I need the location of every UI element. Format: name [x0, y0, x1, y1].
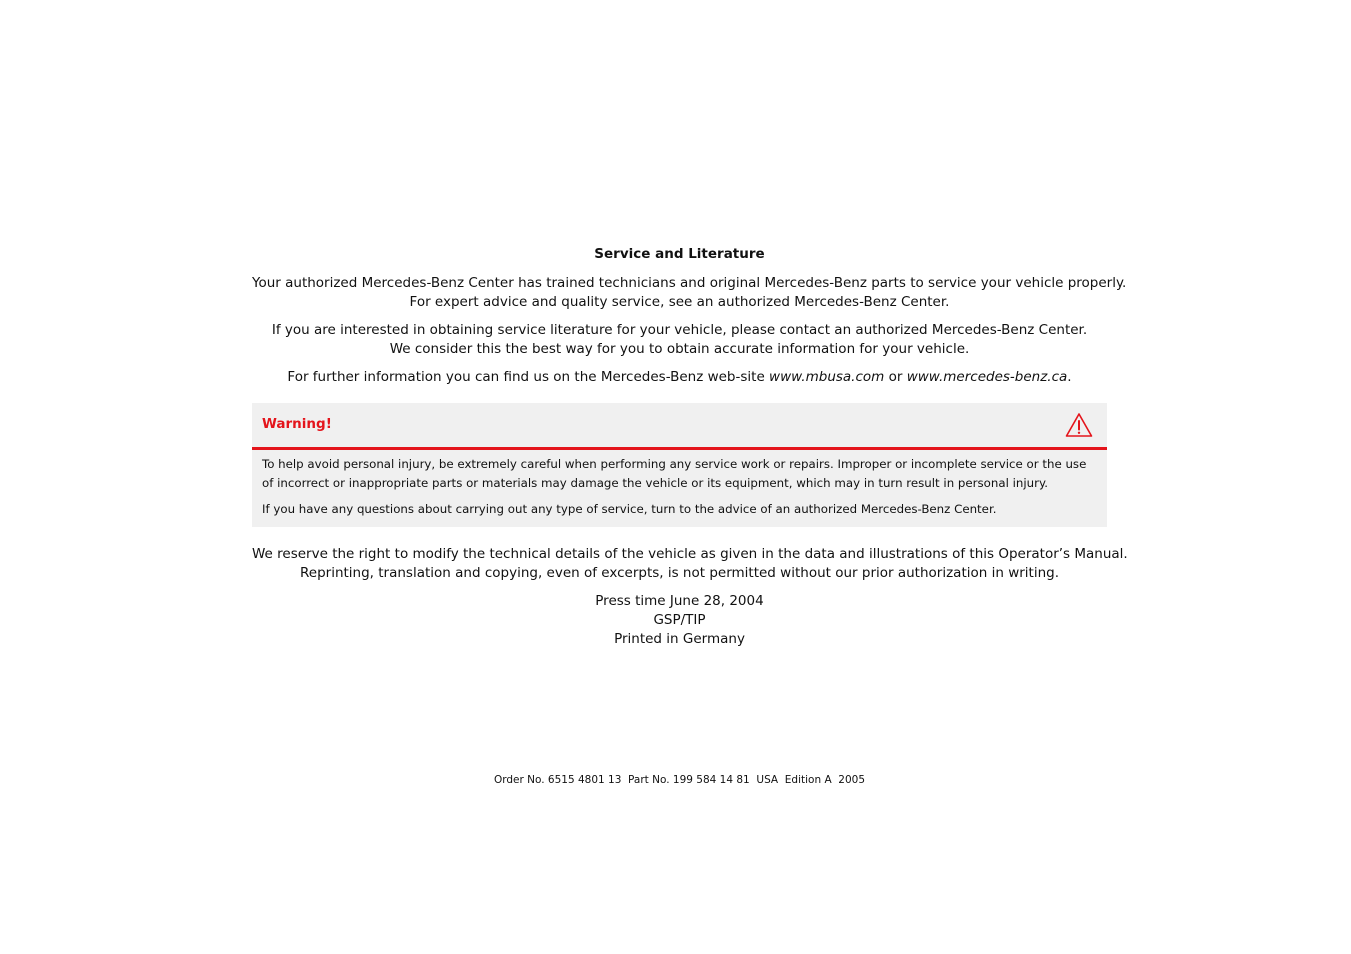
warning-box	[252, 403, 1107, 527]
printed-in: Printed in Germany	[614, 631, 745, 647]
press-code: GSP/TIP	[653, 612, 706, 628]
literature-line-2: We consider this the best way for you to obtain accurate information for your vehicle.	[389, 341, 970, 357]
literature-paragraph	[252, 321, 1107, 359]
order-number-line: Order No. 6515 4801 13 Part No. 199 584 14 81 USA Edition A 2005	[493, 774, 866, 786]
service-line-2: For expert advice and quality service, see an authorized Mercedes-Benz Center.	[409, 294, 950, 310]
reserve-line-2: Reprinting, translation and copying, even of excerpts, is not permitted without our prior authorization in writing.	[300, 565, 1059, 581]
website-ca-link: www.mercedes-benz.ca	[906, 369, 1068, 385]
reserve-paragraph	[252, 545, 1128, 583]
section-heading: Service and Literature	[594, 246, 765, 262]
press-info	[252, 592, 1107, 649]
web-paragraph	[252, 368, 1107, 387]
warning-body	[252, 450, 1107, 527]
website-us-link: www.mbusa.com	[769, 369, 885, 385]
warning-paragraph-1: To help avoid personal injury, be extremely careful when performing any service work or repairs. Improper or incomplete service or the use of incorrect or inappropriate parts or materials may damage the vehicle or its equipment, which may in turn result in personal injury.	[262, 457, 1087, 490]
reserve-line-1: We reserve the right to modify the technical details of the vehicle as given in the data and illustrations of this Operator’s Manual.	[252, 546, 1128, 562]
page-content	[252, 244, 1128, 658]
warning-triangle-icon	[1065, 412, 1093, 438]
web-suffix: .	[1067, 369, 1072, 385]
web-or: or	[884, 369, 907, 385]
service-line-1: Your authorized Mercedes-Benz Center has trained technicians and original Mercedes-Benz parts to service your vehicle properly.	[252, 275, 1127, 291]
literature-line-1: If you are interested in obtaining service literature for your vehicle, please contact an authorized Mercedes-Benz Center.	[271, 322, 1088, 338]
warning-paragraph-2: If you have any questions about carrying out any type of service, turn to the advice of an authorized Mercedes-Benz Center.	[262, 502, 997, 516]
press-time: Press time June 28, 2004	[595, 593, 764, 609]
service-paragraph	[252, 274, 1127, 312]
web-prefix: For further information you can find us on the Mercedes-Benz web-site	[287, 369, 770, 385]
warning-title: Warning!	[262, 416, 332, 432]
warning-header	[252, 403, 1107, 450]
web-line	[252, 368, 1107, 387]
